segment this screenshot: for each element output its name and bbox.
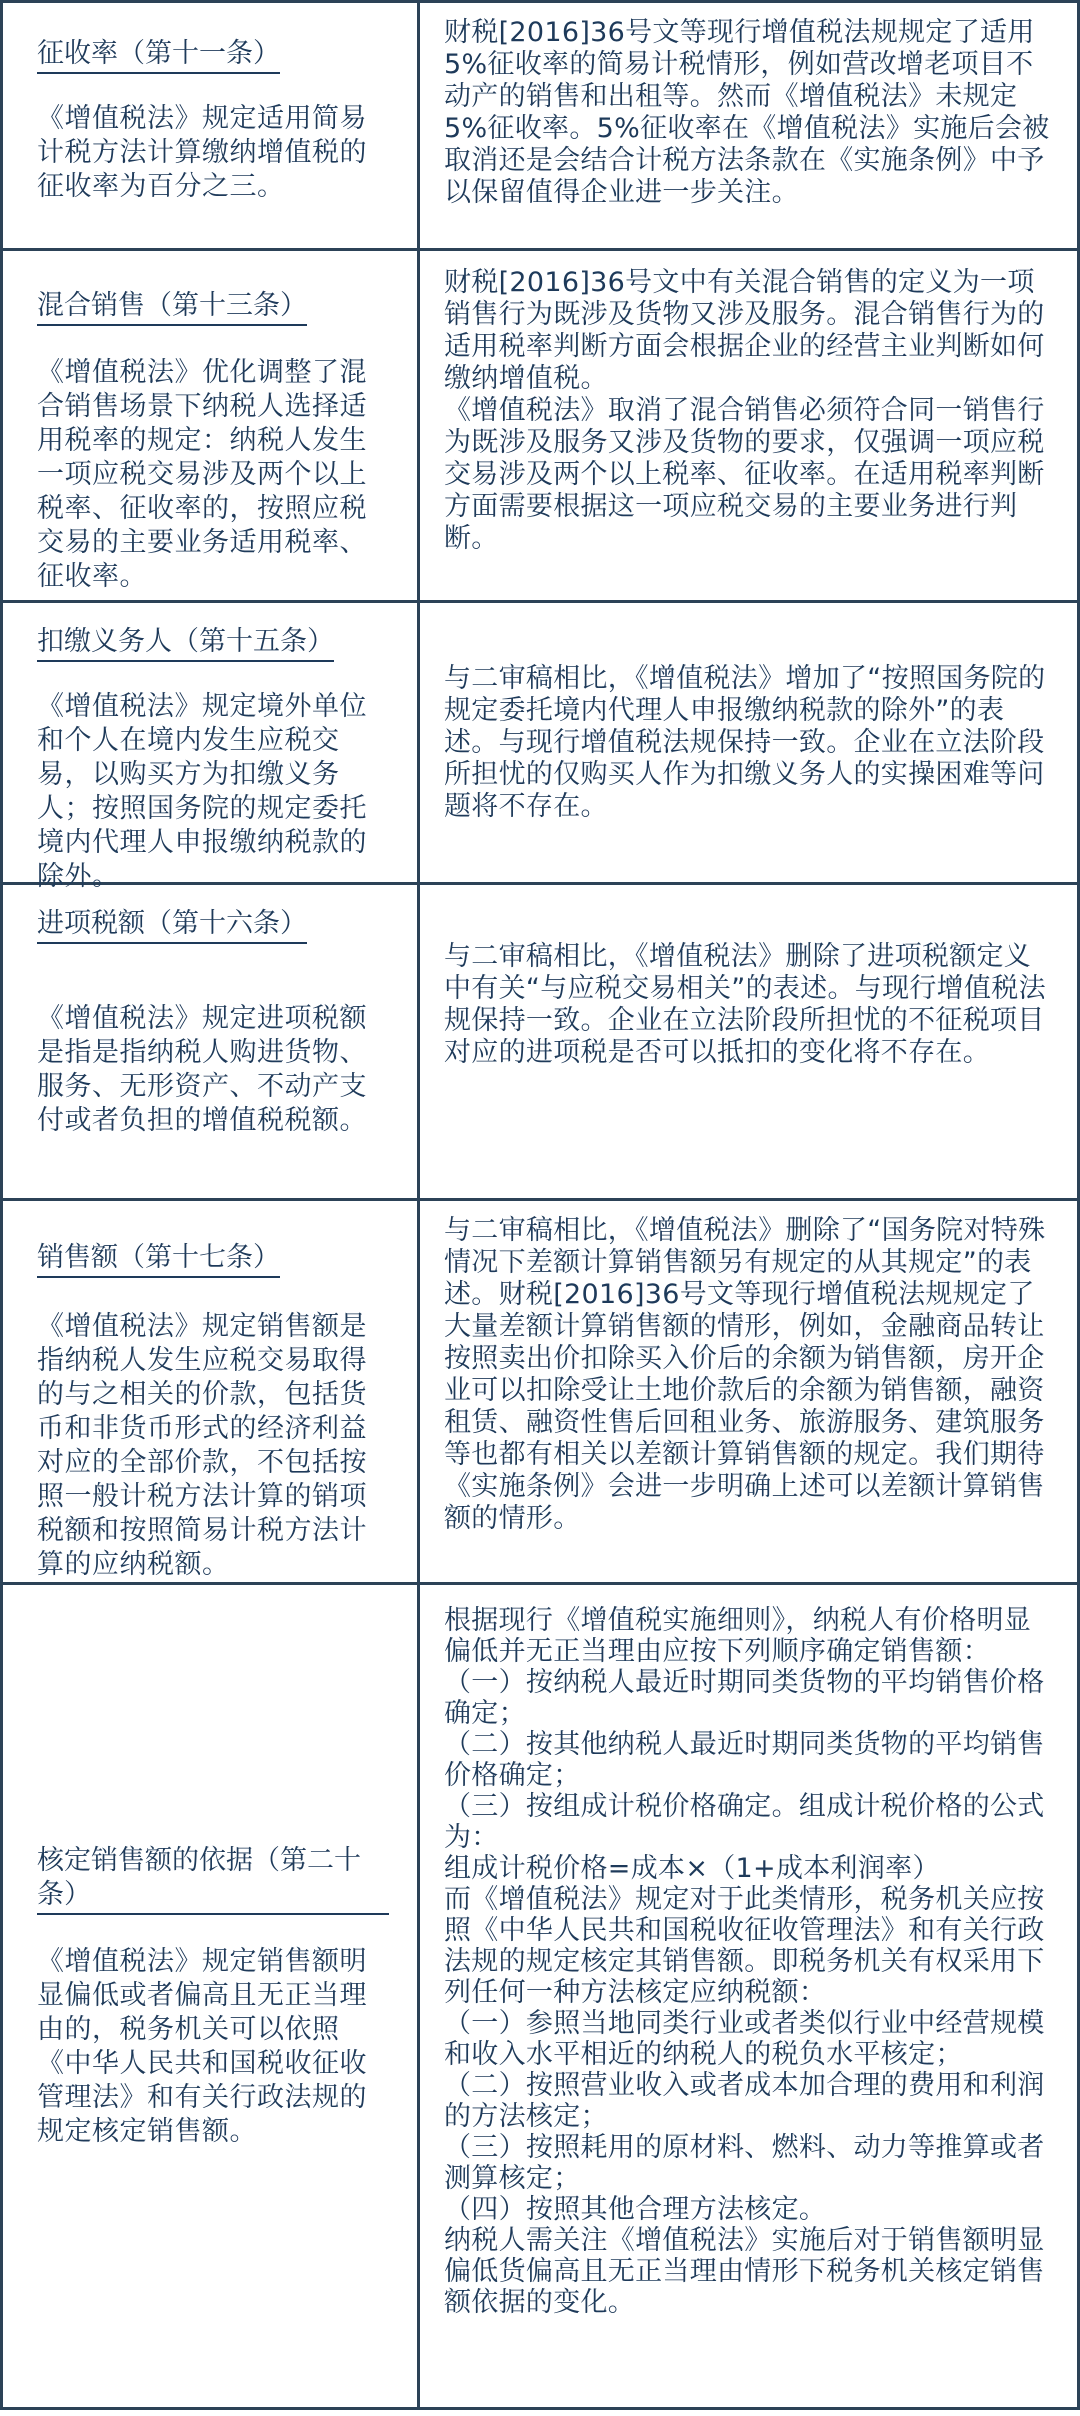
- table-row: [3, 3, 1077, 251]
- analysis-paragraph: 与二审稿相比，《增值税法》删除了“国务院对特殊情况下差额计算销售额另有规定的从其规定”的表述。财税[2016]36号文等现行增值税法规规定了大量差额计算销售额的情形，例如，金融商品转让按照卖出价扣除买入价后的余额为销售额，房开企业可以扣除受让土地价款后的余额为销售额，融资租赁、融资性售后回租业务、旅游服务、建筑服务等也都有相关以差额计算销售额的规定。我们期待《实施条例》会进一步明确上述可以差额计算销售额的情形。: [444, 1215, 1046, 1534]
- analysis-paragraph: 财税[2016]36号文等现行增值税法规规定了适用5%征收率的简易计税情形，例如营改增老项目不动产的销售和出租等。然而《增值税法》未规定5%征收率。5%征收率在《增值税法》实施后会被取消还是会结合计税方法条款在《实施条例》中予以保留值得企业进一步关注。: [444, 17, 1050, 208]
- analysis-paragraph: 财税[2016]36号文中有关混合销售的定义为一项销售行为既涉及货物又涉及服务。混合销售行为的适用税率判断方面会根据企业的经营主业判断如何缴纳增值税。: [444, 267, 1045, 394]
- table-row: [3, 1201, 1077, 1585]
- analysis-text: [444, 663, 1051, 823]
- analysis-paragraph: （四）按照其他合理方法核定。: [444, 2194, 827, 2225]
- table-row: [3, 885, 1077, 1201]
- provision-heading: 征收率（第十一条）: [37, 37, 280, 74]
- provision-summary: 《增值税法》优化调整了混合销售场景下纳税人选择适用税率的规定：纳税人发生一项应税交易涉及两个以上税率、征收率的，按照应税交易的主要业务适用税率、征收率。: [37, 357, 367, 592]
- analysis-paragraph: 与二审稿相比，《增值税法》删除了进项税额定义中有关“与应税交易相关”的表述。与现行增值税法规保持一致。企业在立法阶段所担忧的不征税项目对应的进项税是否可以抵扣的变化将不存在。: [444, 941, 1046, 1068]
- analysis-cell: [420, 603, 1077, 882]
- provision-summary: 《增值税法》规定销售额是指纳税人发生应税交易取得的与之相关的价款，包括货币和非货币形式的经济利益对应的全部价款，不包括按照一般计税方法计算的销项税额和按照简易计税方法计算的应纳税额。: [37, 1311, 367, 1580]
- provision-heading: 混合销售（第十三条）: [37, 289, 307, 326]
- analysis-cell: [420, 885, 1077, 1198]
- analysis-paragraph: 而《增值税法》规定对于此类情形，税务机关应按照《中华人民共和国税收征收管理法》和有关行政法规的规定核定其销售额。即税务机关有权采用下列任何一种方法核定应纳税额：: [444, 1884, 1045, 2008]
- analysis-text: [444, 267, 1051, 555]
- provision-cell: [3, 251, 420, 600]
- provision-summary: 《增值税法》规定境外单位和个人在境内发生应税交易，以购买方为扣缴义务人；按照国务院的规定委托境内代理人申报缴纳税款的除外。: [37, 691, 367, 892]
- provision-cell: [3, 885, 420, 1198]
- analysis-paragraph: （三）按组成计税价格确定。组成计税价格的公式为：: [444, 1791, 1045, 1853]
- table-row: [3, 1585, 1077, 2407]
- provision-cell: [3, 1585, 420, 2407]
- analysis-paragraph: （一）按纳税人最近时期同类货物的平均销售价格确定；: [444, 1667, 1045, 1729]
- analysis-text: [444, 1605, 1051, 2318]
- provision-heading: 扣缴义务人（第十五条）: [37, 625, 334, 662]
- analysis-paragraph: （二）按其他纳税人最近时期同类货物的平均销售价格确定；: [444, 1729, 1045, 1791]
- provision-summary: 《增值税法》规定进项税额是指是指纳税人购进货物、服务、无形资产、不动产支付或者负担的增值税税额。: [37, 1003, 367, 1136]
- provision-summary: 《增值税法》规定销售额明显偏低或者偏高且无正当理由的，税务机关可以依照《中华人民共和国税收征收管理法》和有关行政法规的规定核定销售额。: [37, 1945, 367, 2147]
- analysis-cell: [420, 251, 1077, 600]
- analysis-paragraph: （一）参照当地同类行业或者类似行业中经营规模和收入水平相近的纳税人的税负水平核定；: [444, 2008, 1045, 2070]
- analysis-text: [444, 17, 1051, 209]
- provision-heading: 核定销售额的依据（第二十条）: [37, 1844, 389, 1915]
- provision-heading: 销售额（第十七条）: [37, 1241, 280, 1278]
- analysis-paragraph: 《增值税法》取消了混合销售必须符合同一销售行为既涉及服务又涉及货物的要求，仅强调一项应税交易涉及两个以上税率、征收率。在适用税率判断方面需要根据这一项应税交易的主要业务进行判断。: [444, 395, 1045, 554]
- provision-cell: [3, 603, 420, 892]
- analysis-paragraph: （三）按照耗用的原材料、燃料、动力等推算或者测算核定；: [444, 2132, 1045, 2194]
- provision-heading: 进项税额（第十六条）: [37, 907, 307, 944]
- analysis-paragraph: 纳税人需关注《增值税法》实施后对于销售额明显偏低货偏高且无正当理由情形下税务机关核定销售额依据的变化。: [444, 2225, 1045, 2318]
- analysis-paragraph: 根据现行《增值税实施细则》，纳税人有价格明显偏低并无正当理由应按下列顺序确定销售额：: [444, 1605, 1032, 1667]
- analysis-paragraph: （二）按照营业收入或者成本加合理的费用和利润的方法核定；: [444, 2070, 1045, 2132]
- provision-cell: [3, 1201, 420, 1582]
- table-row: [3, 251, 1077, 603]
- provision-summary: 《增值税法》规定适用简易计税方法计算缴纳增值税的征收率为百分之三。: [37, 103, 367, 202]
- analysis-text: [444, 941, 1051, 1069]
- analysis-paragraph: 组成计税价格=成本×（1+成本利润率）: [444, 1853, 940, 1884]
- table-row: [3, 603, 1077, 892]
- analysis-text: [444, 1215, 1051, 1535]
- analysis-cell: [420, 1585, 1077, 2407]
- analysis-cell: [420, 1201, 1077, 1582]
- analysis-cell: [420, 3, 1077, 248]
- provision-cell: [3, 3, 420, 248]
- analysis-paragraph: 与二审稿相比，《增值税法》增加了“按照国务院的规定委托境内代理人申报缴纳税款的除外”的表述。与现行增值税法规保持一致。企业在立法阶段所担忧的仅购买人作为扣缴义务人的实操困难等问题将不存在。: [444, 662, 1046, 822]
